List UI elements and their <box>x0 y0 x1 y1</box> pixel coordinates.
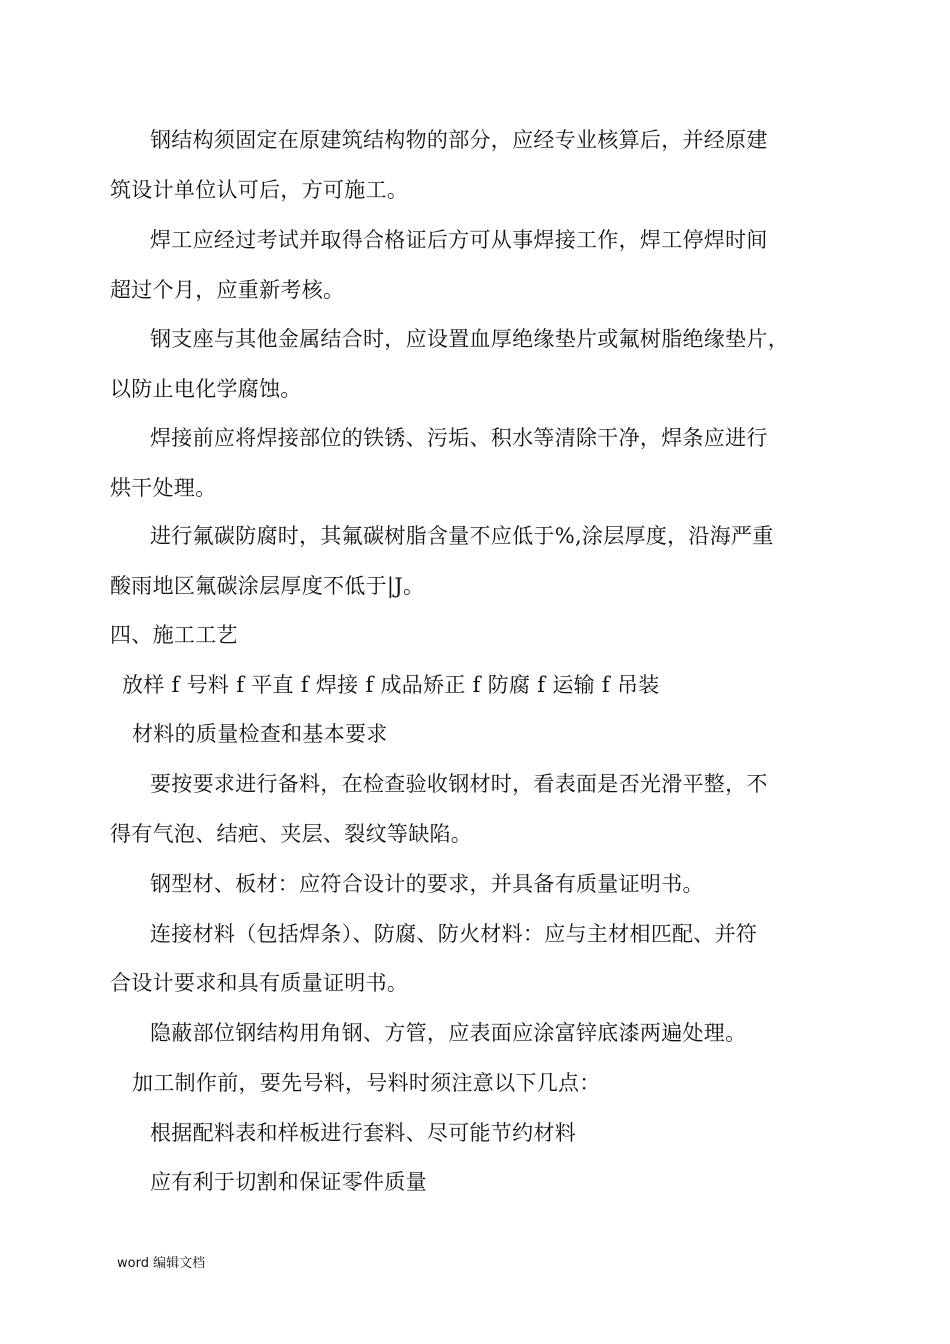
paragraph-line: 要按要求进行备料，在检查验收钢材时，看表面是否光滑平整，不 <box>150 772 768 796</box>
paragraph-line: 隐蔽部位钢结构用角钢、方管，应表面应涂富锌底漆两遍处理。 <box>150 1021 747 1045</box>
paragraph-line: 筑设计单位认可后，方可施工。 <box>110 178 409 202</box>
subheading: 材料的质量检查和基本要求 <box>132 722 388 746</box>
list-item: 应有利于切割和保证零件质量 <box>150 1170 427 1194</box>
paragraph-line: 钢结构须固定在原建筑结构物的部分，应经专业核算后，并经原建 <box>150 128 768 152</box>
paragraph-line: 焊工应经过考试并取得合格证后方可从事焊接工作，焊工停焊时间 <box>150 228 768 252</box>
paragraph-line: 合设计要求和具有质量证明书。 <box>110 971 409 995</box>
footer-watermark: word 编辑文档 <box>117 1256 206 1271</box>
list-item: 根据配料表和样板进行套料、尽可能节约材料 <box>150 1121 576 1145</box>
paragraph-line: 超过个月，应重新考核。 <box>110 278 345 302</box>
paragraph-line: 进行氟碳防腐时，其氟碳树脂含量不应低于%,涂层厚度，沿海严重 <box>150 524 774 548</box>
paragraph-line: 钢型材、板材：应符合设计的要求，并具备有质量证明书。 <box>150 872 704 896</box>
section-heading: 四、施工工艺 <box>110 623 238 647</box>
paragraph-line: 酸雨地区氟碳涂层厚度不低于|J。 <box>110 574 425 598</box>
process-flow-line: 放样 f 号料 f 平直 f 焊接 f 成品矫正 f 防腐 f 运输 f 吊装 <box>122 673 660 697</box>
paragraph-line: 焊接前应将焊接部位的铁锈、污垢、积水等清除干净，焊条应进行 <box>150 426 768 450</box>
paragraph-line: 以防止电化学腐蚀。 <box>110 377 302 401</box>
paragraph-line: 连接材料（包括焊条）、防腐、防火材料：应与主材相匹配、并符 <box>150 922 758 946</box>
paragraph-line: 得有气泡、结疤、夹层、裂纹等缺陷。 <box>110 822 473 846</box>
paragraph-line: 钢支座与其他金属结合时，应设置血厚绝缘垫片或氟树脂绝缘垫片， <box>150 327 789 351</box>
paragraph-line: 烘干处理。 <box>110 476 217 500</box>
paragraph-line: 加工制作前，要先号料，号料时须注意以下几点： <box>132 1071 601 1095</box>
